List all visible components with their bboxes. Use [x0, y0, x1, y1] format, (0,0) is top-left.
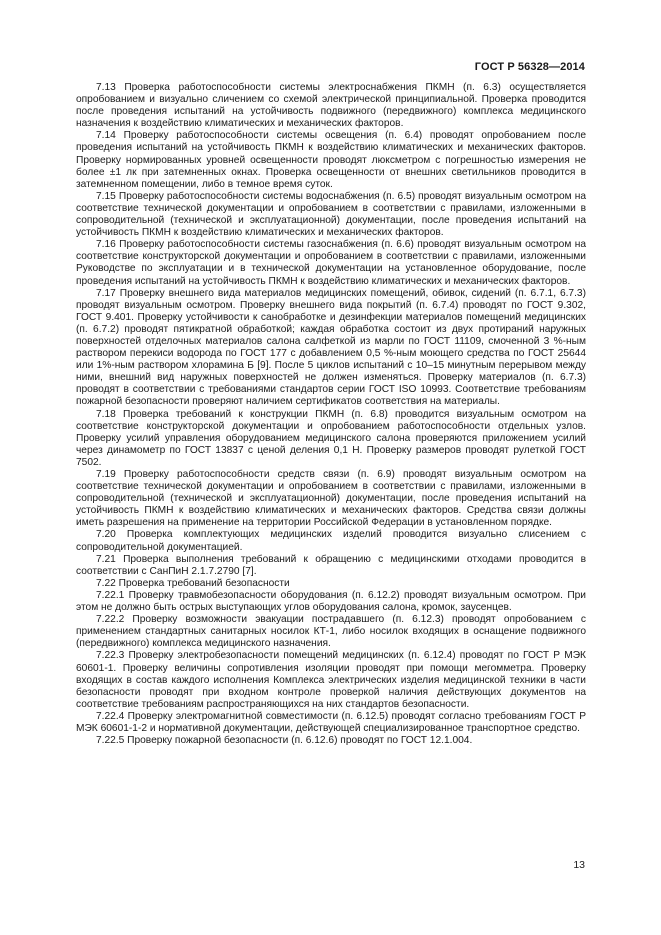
paragraph-7-18: 7.18 Проверка требований к конструкции ПКМН (п. 6.8) проводится визуальным осмотром на соответствие конструкторской документации и опробованием работоспособности отдельных узлов. Проверку усилий управления оборудованием медицинского салона проверяются приложением усилий через динамометр по ГОСТ 13837 с ценой деления 0,1 Н. Проверку размеров проводят рулеткой ГОСТ 7502. [76, 408, 586, 468]
paragraph-7-19: 7.19 Проверку работоспособности средств связи (п. 6.9) проводят визуальным осмотром на соответствие технической документации и опробованием в соответствии с правилами, изложенными в сопроводительной (технической и эксплуатационной) документации, после проведения испытаний на устойчивость ПКМН к воздействию климатических и механических факторов. Средства связи должны иметь разрешения на применение на территории Российской Федерации в установленном порядке. [76, 469, 586, 529]
page-number: 13 [573, 859, 585, 871]
paragraph-7-22: 7.22 Проверка требований безопасности [96, 577, 290, 589]
paragraph-7-15: 7.15 Проверку работоспособности системы водоснабжения (п. 6.5) проводят визуальным осмотром на соответствие технической документации и опробованием в соответствии с правилами, изложенными в сопроводительной (технической и эксплуатационной) документации, после проведения испытаний на устойчивость ПКМН к воздействию климатических и механических факторов. [76, 190, 586, 239]
paragraph-7-22-3: 7.22.3 Проверку электробезопасности помещений медицинских (п. 6.12.4) проводят по ГОСТ Р МЭК 60601-1. Проверку величины сопротивления изоляции проводят при помощи мегомметра. Проверку входящих в состав каждого исполнения Комплекса электрических изделия медицинской техники в части безопасности проводят при входном контроле проверкой наличия действующих документов на соответствие требованиям распространяющихся на них стандартов безопасности. [76, 650, 586, 710]
paragraph-7-20: 7.20 Проверка комплектующих медицинских изделий проводится визуально слисением с сопроводительной документацией. [76, 529, 586, 553]
paragraph-7-13: 7.13 Проверка работоспособности системы электроснабжения ПКМН (п. 6.3) осуществляется опробованием и визуально сличением со схемой электрической принципиальной. Проверка проводится после проведения испытаний на устойчивость подвижного (передвижного) комплекса медицинского назначения к воздействию климатических и механических факторов. [76, 82, 586, 130]
paragraph-7-14: 7.14 Проверку работоспособности системы освещения (п. 6.4) проводят опробованием после проведения испытаний на устойчивость ПКМН к воздействию климатических и механических факторов. Проверку нормированных уровней освещенности проводят люксметром с погрешностью измерения не более ±1 лк при затемненных окнах. Проверка освещенности от внешних светильников проводится в затемненном помещении, либо в темное время суток. [76, 130, 586, 190]
paragraph-7-22-5: 7.22.5 Проверку пожарной безопасности (п. 6.12.6) проводят по ГОСТ 12.1.004. [96, 735, 473, 747]
paragraph-7-16: 7.16 Проверку работоспособности системы газоснабжения (п. 6.6) проводят визуальным осмотром на соответствие конструкторской документации и опробованием в соответствии с правилами, изложенными Руководстве по эксплуатации и в технической документации на установленное оборудование, после проведения испытаний на устойчивость ПКМН к воздействию климатических и механических факторов. [76, 239, 586, 287]
paragraph-7-17: 7.17 Проверку внешнего вида материалов медицинских помещений, обивок, сидений (п. 6.7.1, 6.7.3) проводят визуальным осмотром. Проверку внешнего вида покрытий (п. 6.7.4) проводят по ГОСТ 9.302, ГОСТ 9.401. Проверку устойчивости к санобработке и дезинфекции материалов помещений медицинских (п. 6.7.2) проводят пятикратной обработкой; каждая обработка состоит из двух протираний наружных поверхностей отделочных материалов салона салфеткой из марли по ГОСТ 11109, смоченной 3 %-ным раствором перекиси водорода по ГОСТ 177 с добавлением 0,5 %-ным моющего средства по ГОСТ 25644 или 1%-ным раствором хлорамина Б [9]. После 5 циклов испытаний с 10–15 минутным перерывом между ними, внешний вид наружных поверхностей не должен изменяться. Проверку материалов (п. 6.7.3) проводят в соответствии с требованиями стандартов серии ГОСТ ISO 10993. Соответствие требованиям пожарной безопасности проверяют наличием сертификатов соответствия на материалы. [76, 287, 586, 408]
paragraph-7-22-1: 7.22.1 Проверку травмобезопасности оборудования (п. 6.12.2) проводят визуальным осмотром. При этом не должно быть острых выступающих углов оборудования салона, кромок, заусенцев. [76, 589, 586, 614]
document-header: ГОСТ Р 56328—2014 [474, 61, 585, 73]
paragraph-7-22-2: 7.22.2 Проверку возможности эвакуации пострадавшего (п. 6.12.3) проводят опробованием с применением стандартных санитарных носилок КТ-1, либо носилок входящих в оснащение подвижного (передвижного) комплекса медицинского назначения. [76, 614, 586, 650]
paragraph-7-22-4: 7.22.4 Проверку электромагнитной совместимости (п. 6.12.5) проводят согласно требованиям ГОСТ Р МЭК 60601-1-2 и нормативной документации, действующей специализированное транспортное средство. [76, 710, 586, 734]
paragraph-7-21: 7.21 Проверка выполнения требований к обращению с медицинскими отходами проводится в соответствии с СанПиН 2.1.7.2790 [7]. [76, 553, 586, 577]
document-body [76, 82, 586, 747]
